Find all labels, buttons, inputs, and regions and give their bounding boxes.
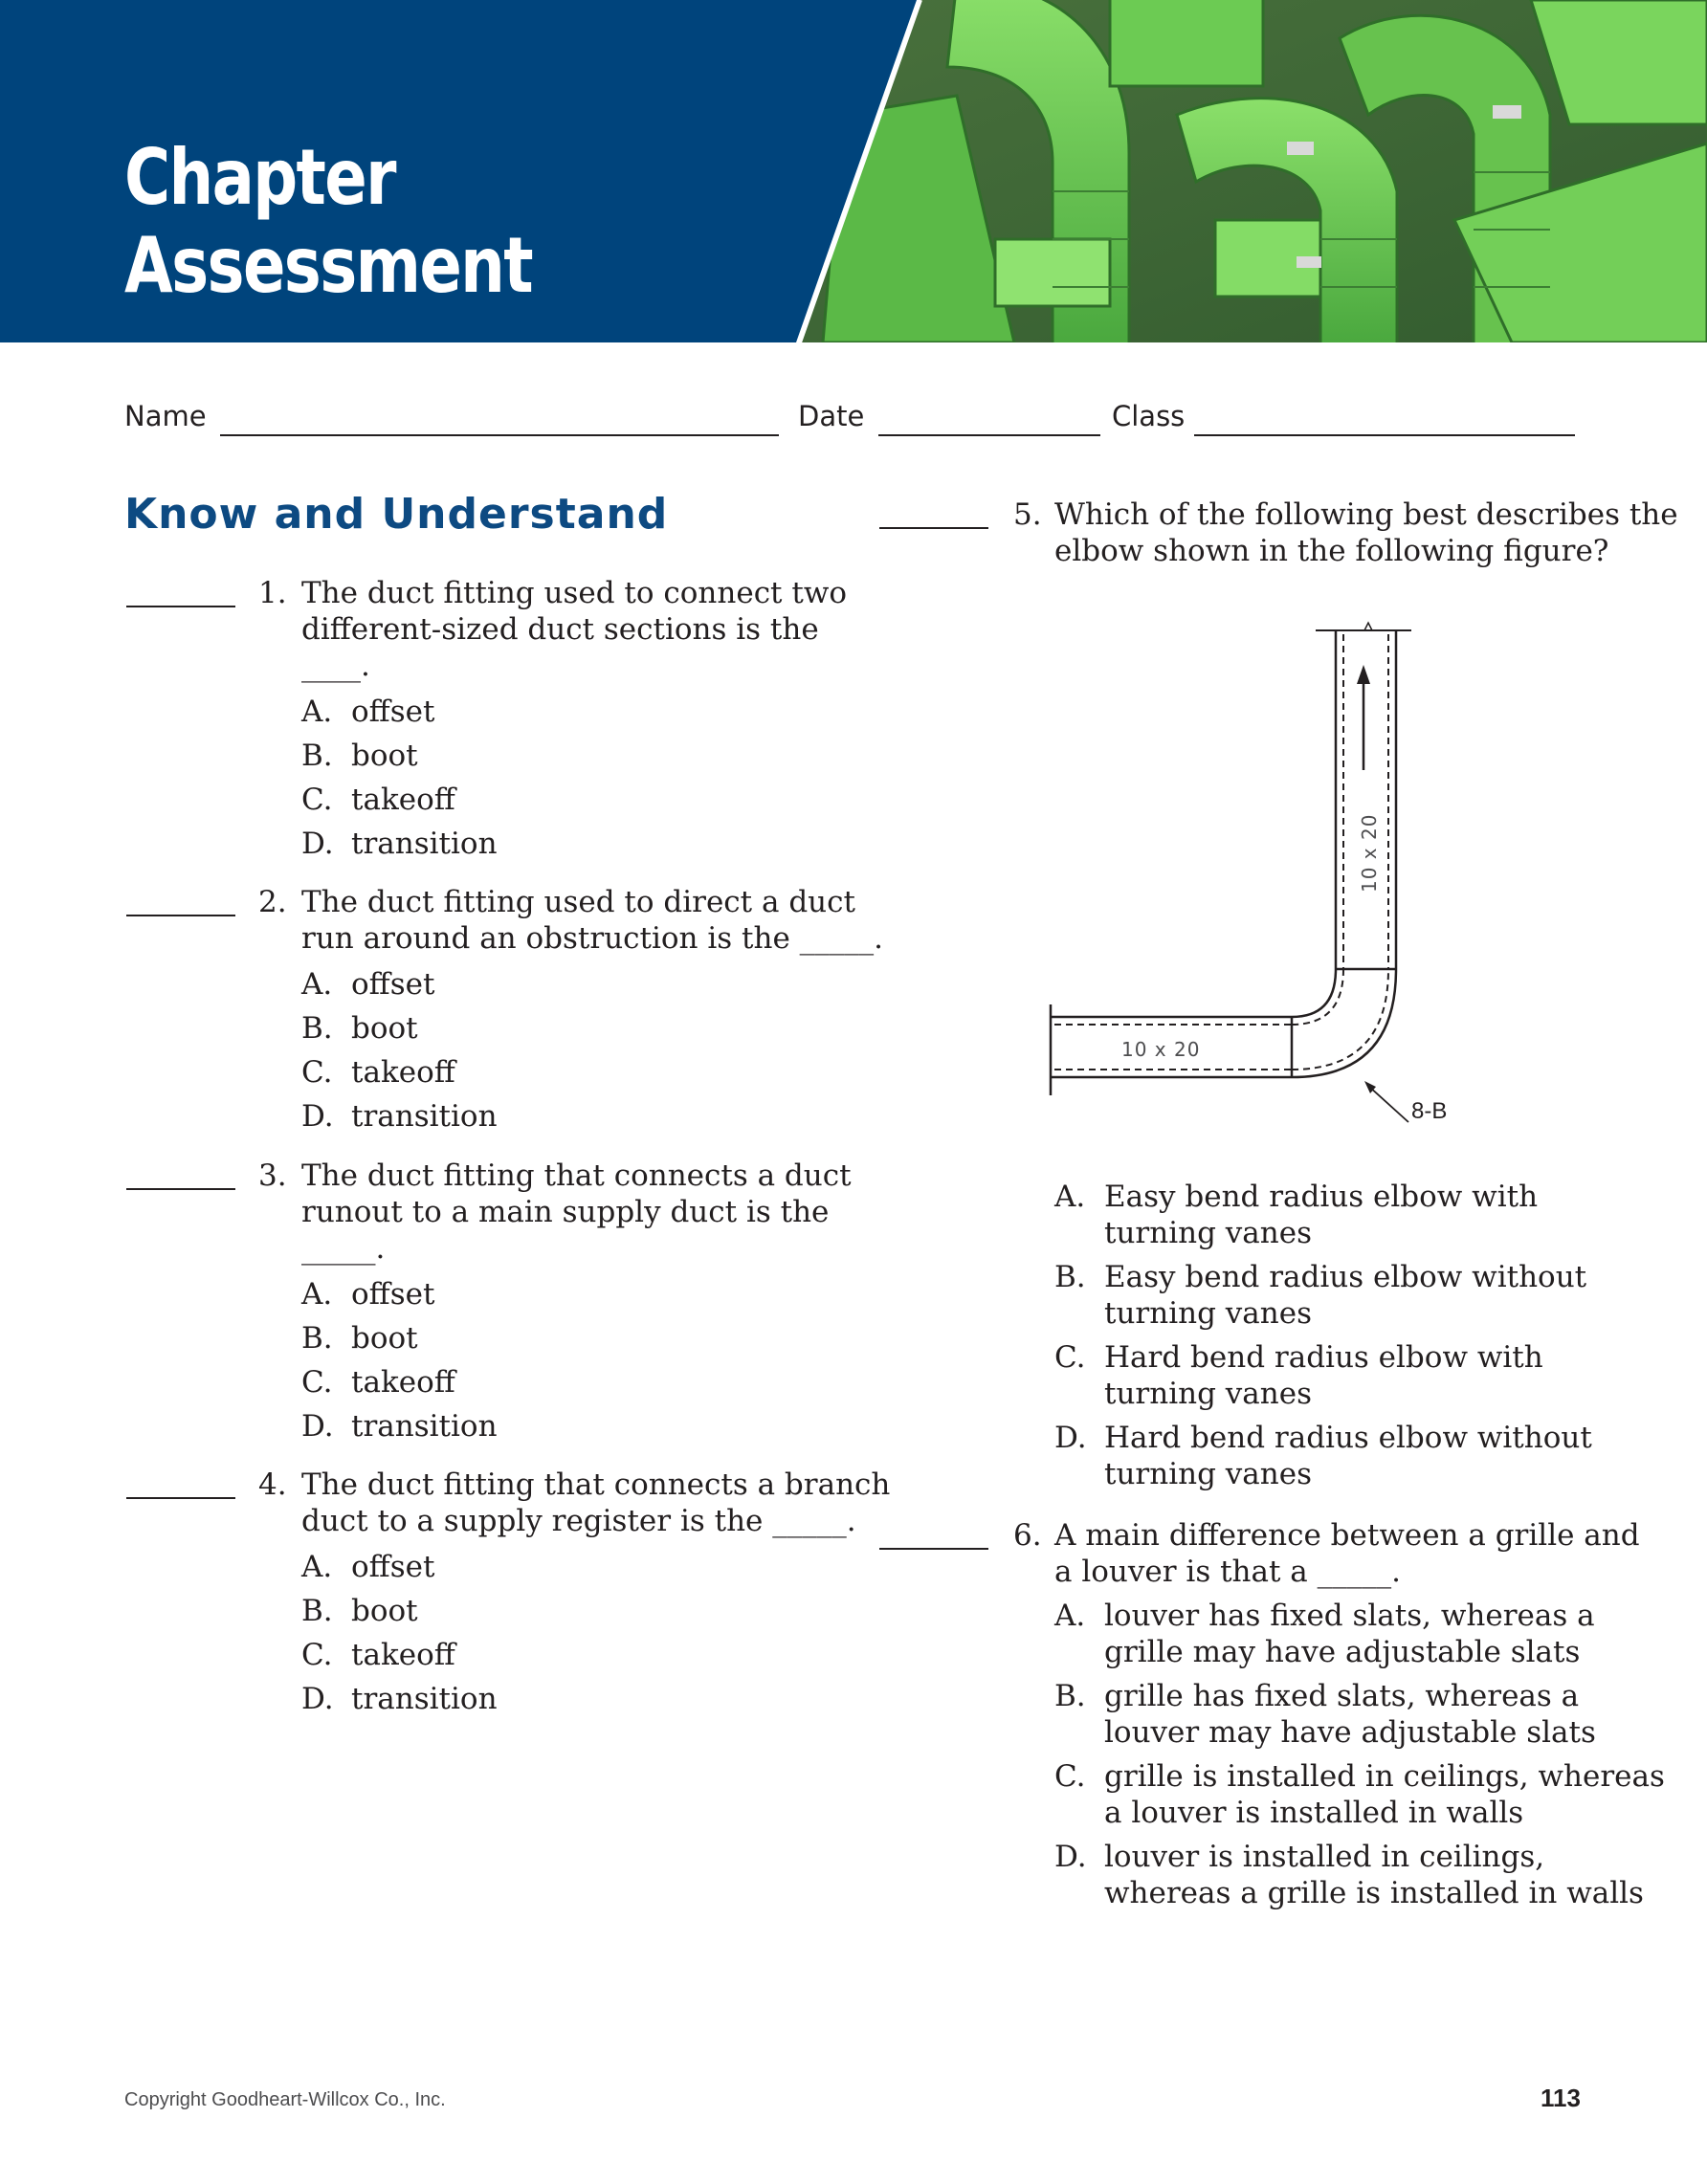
question-stem: A main difference between a grille and: [1054, 1518, 1640, 1553]
question-6: [877, 1517, 1665, 1929]
question-stem: _____.: [301, 1231, 386, 1266]
option-letter: D.: [301, 1682, 334, 1716]
question-3: [124, 1158, 852, 1454]
option-text: transition: [351, 1682, 498, 1716]
horizontal-duct-size-label: 10 x 20: [1121, 1038, 1201, 1061]
option-letter: B.: [301, 1594, 333, 1628]
vertical-duct-size-label: 10 x 20: [1358, 813, 1381, 893]
option-text: turning vanes: [1104, 1377, 1312, 1411]
question-stem: different-sized duct sections is the: [301, 612, 819, 647]
option-text: transition: [351, 1099, 498, 1134]
option-letter: D.: [1054, 1421, 1087, 1455]
option-text: louver has fixed slats, whereas a: [1104, 1599, 1595, 1633]
option-text: Hard bend radius elbow with: [1104, 1340, 1543, 1375]
option-text: boot: [351, 739, 418, 773]
option-text: Easy bend radius elbow with: [1104, 1180, 1539, 1214]
option-text: Easy bend radius elbow without: [1104, 1260, 1587, 1294]
name-field[interactable]: [220, 434, 779, 436]
option-text: boot: [351, 1011, 418, 1046]
option-text: takeoff: [351, 1638, 455, 1672]
question-stem: duct to a supply register is the _____.: [301, 1504, 856, 1538]
question-number: 2.: [258, 885, 287, 919]
class-field[interactable]: [1194, 434, 1575, 436]
question-stem: run around an obstruction is the _____.: [301, 921, 884, 956]
question-5: [877, 496, 1678, 592]
section-heading: Know and Understand: [124, 490, 669, 539]
question-stem: The duct fitting that connects a branch: [301, 1467, 891, 1502]
answer-blank[interactable]: [126, 1497, 235, 1499]
option-letter: C.: [301, 1055, 333, 1090]
option-letter: B.: [301, 1321, 333, 1356]
option-text: offset: [351, 695, 435, 729]
option-text: turning vanes: [1104, 1457, 1312, 1491]
name-label: Name: [124, 400, 207, 432]
chapter-title-line2: Assessment: [124, 221, 532, 310]
option-letter: D.: [301, 1099, 334, 1134]
question-stem: The duct fitting used to connect two: [301, 576, 848, 610]
option-text: grille may have adjustable slats: [1104, 1635, 1581, 1669]
option-letter: C.: [301, 1365, 333, 1400]
option-letter: B.: [1054, 1679, 1086, 1713]
option-letter: A.: [1054, 1599, 1086, 1633]
option-letter: B.: [301, 739, 333, 773]
option-letter: C.: [301, 1638, 333, 1672]
question-stem: elbow shown in the following figure?: [1054, 534, 1609, 568]
question-number: 6.: [1013, 1518, 1042, 1553]
option-letter: C.: [1054, 1759, 1086, 1794]
chapter-title-line1: Chapter: [124, 133, 395, 222]
option-letter: A.: [301, 1550, 333, 1584]
question-stem: The duct fitting that connects a duct: [301, 1158, 852, 1193]
page-number: 113: [1541, 2084, 1581, 2112]
option-text: Hard bend radius elbow without: [1104, 1421, 1592, 1455]
option-letter: A.: [1054, 1180, 1086, 1214]
option-text: offset: [351, 967, 435, 1002]
option-text: takeoff: [351, 1365, 455, 1400]
option-text: a louver is installed in walls: [1104, 1796, 1524, 1830]
option-text: grille has fixed slats, whereas a: [1104, 1679, 1580, 1713]
option-letter: A.: [301, 967, 333, 1002]
answer-blank[interactable]: [879, 527, 988, 529]
answer-blank[interactable]: [126, 915, 235, 916]
option-text: whereas a grille is installed in walls: [1104, 1876, 1644, 1910]
option-letter: B.: [301, 1011, 333, 1046]
answer-blank[interactable]: [126, 606, 235, 607]
question-stem: The duct fitting used to direct a duct: [301, 885, 855, 919]
date-field[interactable]: [878, 434, 1100, 436]
option-text: louver is installed in ceilings,: [1104, 1840, 1545, 1874]
answer-blank[interactable]: [879, 1548, 988, 1550]
question-1: [124, 575, 848, 871]
question-stem: ____.: [301, 649, 370, 683]
question-stem: a louver is that a _____.: [1054, 1555, 1401, 1589]
question-number: 4.: [258, 1467, 287, 1502]
option-text: takeoff: [351, 1055, 455, 1090]
question-5-options: [1054, 1179, 1590, 1504]
callout-leader: [1368, 1086, 1408, 1122]
elbow-duct-figure: [1033, 617, 1454, 1143]
option-text: takeoff: [351, 783, 455, 817]
airflow-arrowhead: [1357, 665, 1370, 684]
question-4: [124, 1467, 891, 1734]
question-stem: runout to a main supply duct is the: [301, 1195, 830, 1229]
option-text: boot: [351, 1594, 418, 1628]
chapter-title: [124, 134, 532, 310]
option-text: turning vanes: [1104, 1216, 1312, 1250]
question-stem: Which of the following best describes the: [1054, 497, 1678, 532]
student-info-line: [124, 400, 1579, 442]
option-letter: D.: [301, 827, 334, 861]
ductwork-photo: [794, 0, 1707, 342]
class-label: Class: [1112, 400, 1186, 432]
option-text: boot: [351, 1321, 418, 1356]
question-number: 1.: [258, 576, 287, 610]
option-text: offset: [351, 1550, 435, 1584]
chapter-header: [0, 0, 1707, 342]
option-text: turning vanes: [1104, 1296, 1312, 1331]
date-label: Date: [798, 400, 865, 432]
question-number: 3.: [258, 1158, 287, 1193]
answer-blank[interactable]: [126, 1188, 235, 1190]
option-text: transition: [351, 827, 498, 861]
option-letter: C.: [1054, 1340, 1086, 1375]
question-number: 5.: [1013, 497, 1042, 532]
option-letter: A.: [301, 695, 333, 729]
option-text: transition: [351, 1409, 498, 1444]
option-letter: C.: [301, 783, 333, 817]
option-text: offset: [351, 1277, 435, 1312]
option-text: louver may have adjustable slats: [1104, 1715, 1596, 1750]
option-letter: D.: [301, 1409, 334, 1444]
option-letter: D.: [1054, 1840, 1087, 1874]
figure-callout-label: 8-B: [1411, 1098, 1448, 1124]
option-letter: B.: [1054, 1260, 1086, 1294]
option-text: grille is installed in ceilings, whereas: [1104, 1759, 1665, 1794]
question-2: [124, 884, 884, 1152]
option-letter: A.: [301, 1277, 333, 1312]
copyright-notice: Copyright Goodheart-Willcox Co., Inc.: [124, 2089, 446, 2110]
